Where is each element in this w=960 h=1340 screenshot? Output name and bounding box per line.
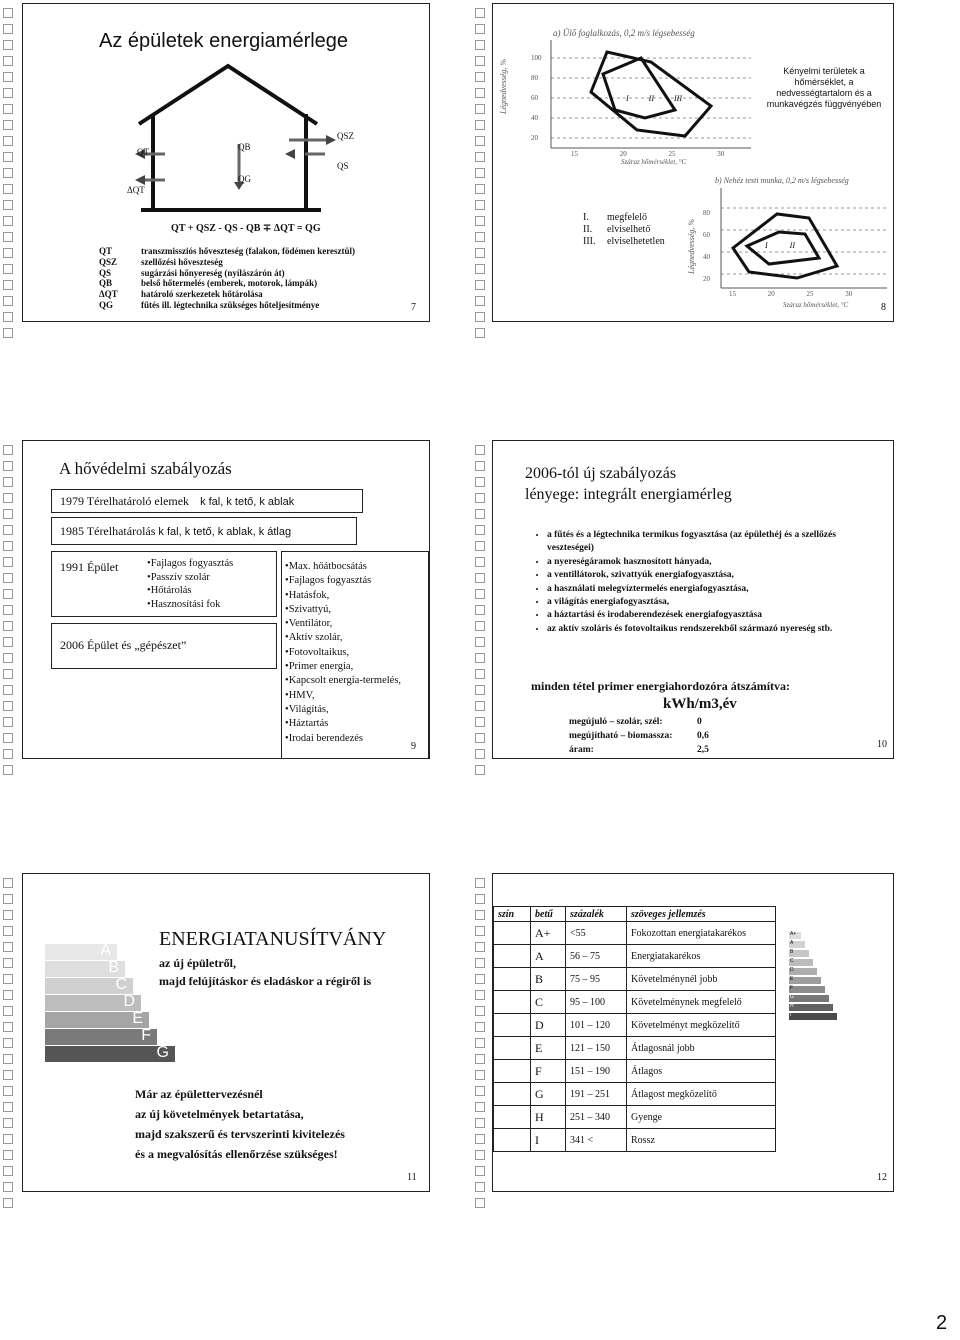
energy-class-table <box>493 906 776 1152</box>
zone-labels-a: I II III <box>626 94 682 103</box>
zone-legend: I. megfelelő II. elviselhető III. elviselhetetlen <box>583 212 665 247</box>
certificate-body: Már az épülettervezésnél az új követelmények betartatása, majd szakszerű és tervszerinti kivitelezés és a megvalósítás ellenőrzése szükséges! <box>135 1087 345 1161</box>
scale-bar: H <box>789 1004 833 1011</box>
page-number: 10 <box>877 739 887 750</box>
table-row: H 251 – 340 Gyenge <box>494 1106 776 1129</box>
arrow-e: E <box>45 1012 149 1028</box>
chart-a-title: a) Ülő foglalkozás, 0,2 m/s légsebesség <box>553 28 695 38</box>
scale-bar: I <box>789 1013 837 1020</box>
row-1979: 1979 Térelhatároló elemek k fal, k tető, k ablak <box>51 489 363 513</box>
table-header: szín betű százalék szöveges jellemzés <box>494 907 776 922</box>
arrow-c: C <box>45 978 133 994</box>
symbol-legend: QT transzmissziós hőveszteség (falakon, födémen keresztül) QSZ szellőzési hőveszteség QS sugárzási hőnyereség (nyílászárón át) QB belső hőtermelés (emberek, motorok, lámpák) ΔQT határoló szerkezetek hőtárolása QG fűtés ill. légtechnika szükséges hőteljesítménye <box>99 246 356 310</box>
scale-bar: A+ <box>789 932 801 939</box>
comfort-chart-b <box>709 188 889 298</box>
slide-8 <box>492 3 894 322</box>
scale-bar: G <box>789 995 829 1002</box>
table-row: B 75 – 95 Követelménynél jobb <box>494 968 776 991</box>
page-number: 11 <box>407 1172 417 1183</box>
slide-title: A hővédelmi szabályozás <box>59 459 232 478</box>
arrow-f: F <box>45 1029 157 1045</box>
label-qg: QG <box>238 174 251 184</box>
chart-a-xlabel: Száraz hőmérséklet, °C <box>621 158 687 166</box>
page-number: 9 <box>411 741 416 752</box>
label-qt: QT <box>137 147 149 157</box>
scale-bar: B <box>789 950 809 957</box>
conversion-factors: megújuló – szolár, szél: 0 megújítható – biomassza: 0,6 áram: 2,5 <box>569 717 709 755</box>
table-row: G 191 – 251 Átlagost megközelítő <box>494 1083 776 1106</box>
table-row: I 341 < Rossz <box>494 1129 776 1152</box>
scale-bar: D <box>789 968 817 975</box>
row-1985: 1985 Térelhatárolás k fal, k tető, k ablak, k átlag <box>51 517 357 545</box>
slide-9 <box>22 440 430 759</box>
page-number: 12 <box>877 1172 887 1183</box>
slide-title-line1: 2006-tól új szabályozás <box>525 465 677 482</box>
chart-b-ylabel: Légnedvesség, % <box>687 218 696 274</box>
table-row: D 101 – 120 Követelményt megközelítő <box>494 1014 776 1037</box>
scale-bar: C <box>789 959 813 966</box>
sheet-page-number: 2 <box>936 1312 948 1334</box>
label-qsz: QSZ <box>337 131 355 141</box>
chart-b-xticks: 15 20 25 30 <box>729 290 853 298</box>
chart-b-xlabel: Száraz hőmérséklet, °C <box>783 301 849 309</box>
notes-lines <box>3 445 13 781</box>
chart-b-yticks: 80 60 40 20 <box>703 209 710 283</box>
slide-11 <box>22 873 430 1192</box>
row-1991: 1991 Épület <box>51 551 277 617</box>
certificate-sub1: az új épületről, <box>159 956 236 970</box>
arrow-g: G <box>45 1046 175 1062</box>
chart-b-title: b) Nehéz testi munka, 0,2 m/s légsebesség <box>715 176 849 185</box>
slide-title-line2: lényege: integrált energiamérleg <box>525 486 732 503</box>
page-number: 8 <box>881 302 886 313</box>
notes-lines <box>475 445 485 781</box>
table-row: E 121 – 150 Átlagosnál jobb <box>494 1037 776 1060</box>
energy-items: • a fűtés és a légtechnika termikus fogyasztása (az épülethéj és a szellőzés veszteségei) • a nyereségáramok hasznosított hányada, • a ventillátorok, szivattyúk energiafogyasztása, • a használati melegvíztermelés energiafogyasztása, • a világítás energiafogyasztása, • a háztartási és irodaberendezések energiafogyasztása • az aktív szoláris és fotovoltaikus rendszerekből származó nyereség stb. <box>533 529 883 636</box>
notes-lines <box>475 878 485 1214</box>
notes-lines <box>3 878 13 1214</box>
arrow-b: B <box>45 961 125 977</box>
table-row: A+ <55 Fokozottan energiatakarékos <box>494 922 776 945</box>
slide-10 <box>492 440 894 759</box>
slide-7 <box>22 3 430 322</box>
list-1991: • Fajlagos fogyasztás • Passzív szolár • Hőtárolás • Hasznosítási fok <box>147 557 233 611</box>
label-qs: QS <box>337 161 349 171</box>
chart-a-yticks: 100 80 60 40 20 <box>531 54 542 142</box>
label-dqt: ΔQT <box>127 185 145 195</box>
slide-12 <box>492 873 894 1192</box>
page-number: 7 <box>411 302 416 313</box>
scale-bar: F <box>789 986 825 993</box>
arrow-a: A <box>45 944 117 960</box>
scale-bar: E <box>789 977 821 984</box>
slide-title: Az épületek energiamérlege <box>99 30 349 52</box>
energy-label-arrows <box>45 944 175 1062</box>
certificate-title: ENERGIATANUSÍTVÁNY <box>159 928 387 950</box>
energy-equation: QT + QSZ - QS - QB ∓ ΔQT = QG <box>171 223 321 234</box>
zone-labels-b: I II <box>765 241 795 250</box>
chart-a-xticks: 15 20 25 30 <box>571 150 725 158</box>
label-qb: QB <box>238 142 251 152</box>
row-2006: 2006 Épület és „gépészet” <box>51 623 277 669</box>
chart-a-ylabel: Légnedvesség, % <box>499 58 508 114</box>
summary-line: minden tétel primer energiahordozóra átszámítva: <box>531 679 791 693</box>
certificate-sub2: majd felújításkor és eladáskor a régiről is <box>159 974 372 988</box>
box-2006-items: • Max. hőátbocsátás • Fajlagos fogyasztás • Hatásfok, • Szivattyú, • Ventilátor, • Aktív szolár, • Fotovoltaikus, • Primer energia, • Kapcsolt energia-termelés, • HMV, • Világítás, • Háztartás • Irodai berendezés <box>281 551 429 759</box>
scale-bar: A <box>789 941 805 948</box>
arrow-d: D <box>45 995 141 1011</box>
class-scale <box>789 932 837 1020</box>
unit: kWh/m3,év <box>663 696 737 712</box>
table-row: C 95 – 100 Követelménynek megfelelő <box>494 991 776 1014</box>
notes-lines <box>3 8 13 344</box>
table-row: A 56 – 75 Energiatakarékos <box>494 945 776 968</box>
comfort-note: Kényelmi területek a hőmérséklet, a nedvességtartalom és a munkavégzés függvényében <box>766 66 882 109</box>
notes-lines <box>475 8 485 344</box>
table-row: F 151 – 190 Átlagos <box>494 1060 776 1083</box>
